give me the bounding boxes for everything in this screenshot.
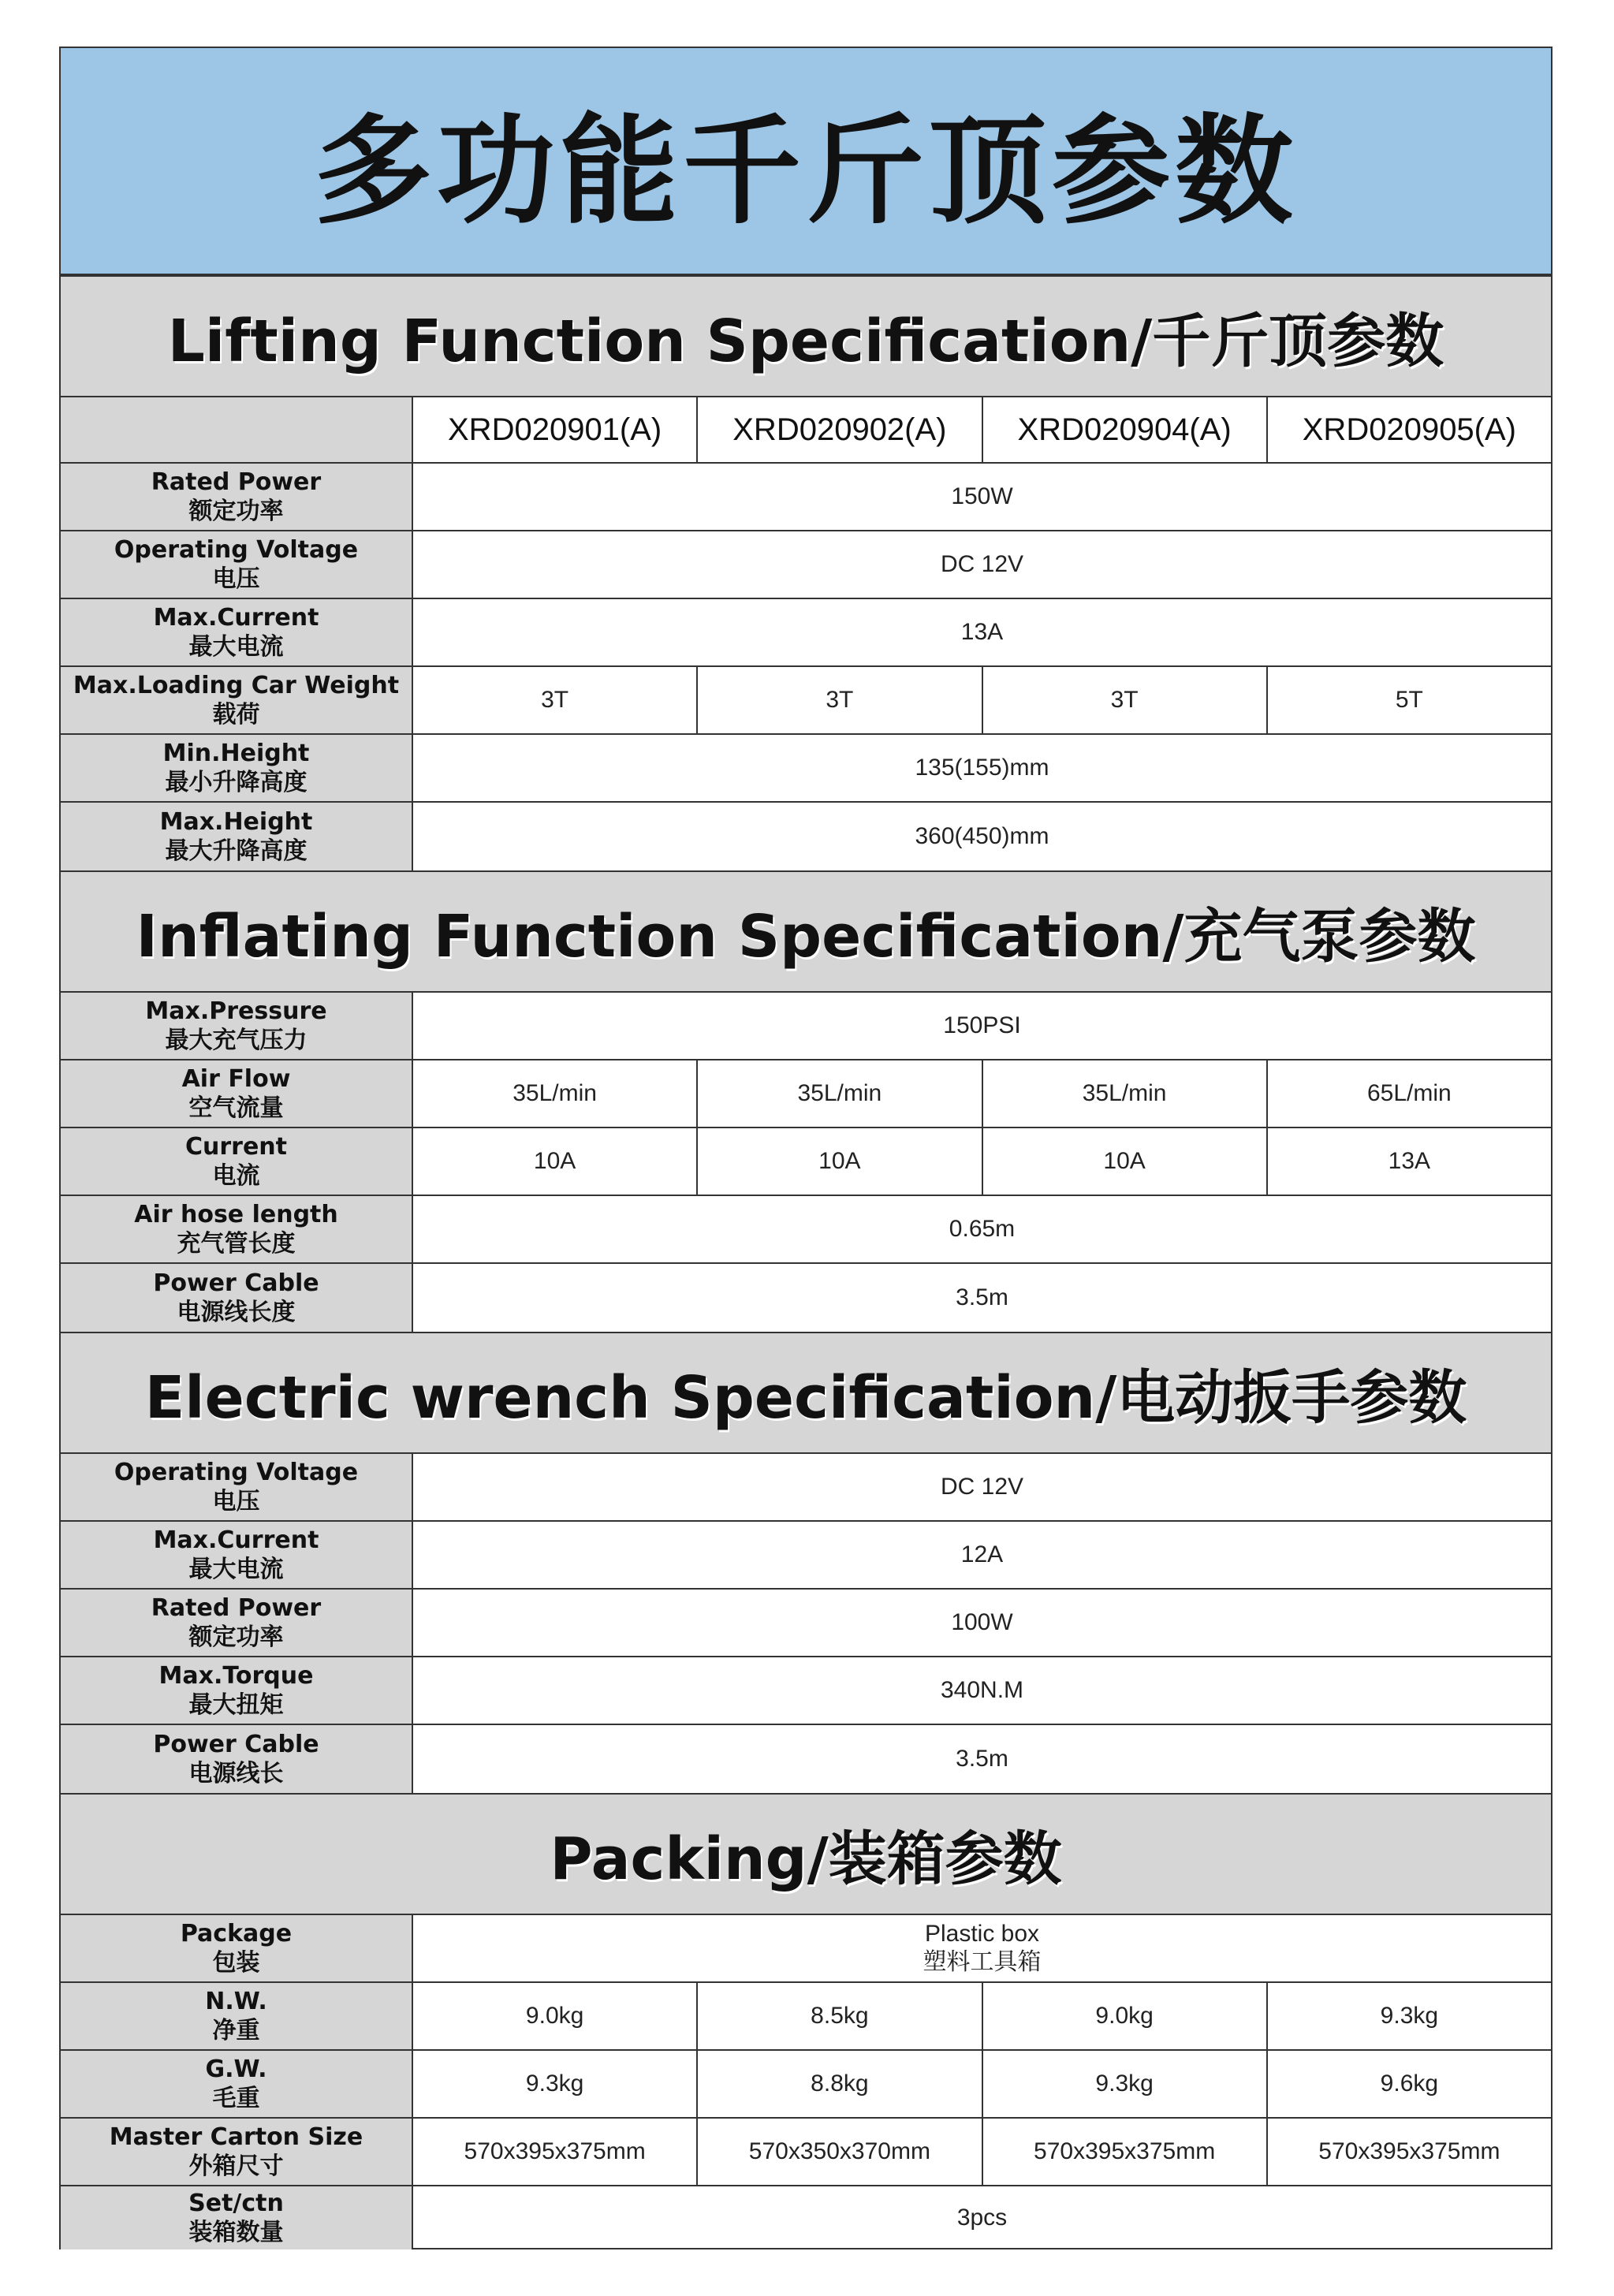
row-value-cell: 10A: [698, 1128, 982, 1195]
row-value-cell: 35L/min: [983, 1060, 1268, 1127]
row-label-en: Air hose length: [134, 1201, 338, 1228]
row-value-cell: 3T: [983, 667, 1268, 733]
row-label-en: Max.Current: [153, 604, 319, 632]
spec-row: [61, 1264, 1551, 1332]
row-value-cell: 5T: [1395, 687, 1423, 713]
lifting-section-header: [61, 275, 1551, 397]
row-value: 100W: [951, 1609, 1013, 1635]
row-label: [61, 1060, 413, 1127]
row-label-cn: 最大扭矩: [188, 1691, 284, 1719]
row-label-en: Rated Power: [151, 468, 322, 496]
row-value-cell: 9.3kg: [413, 2051, 698, 2117]
row-value-cell: 13A: [1388, 1148, 1431, 1174]
model-header-row: [61, 397, 1551, 464]
row-label-cn: 充气管长度: [177, 1230, 296, 1258]
spec-row: [61, 1915, 1551, 1983]
row-label-en: Max.Torque: [158, 1662, 314, 1690]
row-label-en: Master Carton Size: [109, 2123, 363, 2151]
row-label-en: Operating Voltage: [114, 536, 359, 564]
row-value: 135(155)mm: [915, 755, 1049, 781]
row-value-cell: 9.0kg: [413, 1983, 698, 2049]
model-header-cell: XRD020902(A): [698, 397, 982, 462]
spec-row: [61, 667, 1551, 735]
inflating-section-header: [61, 870, 1551, 993]
row-value: 3.5m: [956, 1746, 1008, 1772]
spec-row: [61, 2051, 1551, 2119]
inflating-heading: Inflating Function Specification/充气泵参数: [136, 902, 1476, 971]
row-label: [61, 1725, 413, 1793]
row-label: [61, 2186, 413, 2249]
row-label-en: Operating Voltage: [114, 1459, 359, 1486]
row-label: [61, 1983, 413, 2049]
row-label-cn: 电流: [212, 1162, 260, 1190]
row-label-en: Max.Current: [153, 1526, 319, 1554]
spec-sheet: [59, 47, 1552, 2249]
row-value-cell: 35L/min: [413, 1060, 698, 1127]
row-value-cell: 10A: [413, 1128, 698, 1195]
row-label: [61, 2051, 413, 2117]
row-label: [61, 464, 413, 530]
row-label-en: Air Flow: [181, 1065, 291, 1093]
row-value-cell: 8.8kg: [698, 2051, 982, 2117]
header-corner-cell: [61, 397, 413, 462]
row-label: [61, 1128, 413, 1195]
spec-row: [61, 1522, 1551, 1590]
spec-row: [61, 531, 1551, 599]
spec-row: [61, 735, 1551, 803]
row-label-en: Rated Power: [151, 1594, 322, 1622]
row-label-cn: 载荷: [212, 701, 260, 729]
row-value-cell: 3T: [413, 667, 698, 733]
row-label-cn: 最小升降高度: [165, 769, 308, 796]
row-value: 150W: [951, 483, 1013, 509]
spec-row: [61, 1725, 1551, 1793]
row-value-cell: 9.3kg: [1380, 2003, 1439, 2029]
row-label: [61, 1454, 413, 1520]
spec-row: [61, 803, 1551, 870]
row-value-cell: 3T: [698, 667, 982, 733]
row-label-en: Power Cable: [153, 1269, 319, 1297]
row-label: [61, 667, 413, 733]
row-label-en: Max.Loading Car Weight: [73, 672, 400, 699]
row-label-cn: 电压: [212, 565, 260, 593]
title-banner: [61, 48, 1551, 275]
row-label-cn: 空气流量: [188, 1094, 284, 1122]
row-label-en: Max.Pressure: [145, 997, 327, 1025]
row-label-en: Power Cable: [153, 1731, 319, 1758]
row-label-cn: 电压: [212, 1488, 260, 1515]
row-value: 340N.M: [940, 1677, 1024, 1703]
packing-section-header: [61, 1793, 1551, 1915]
spec-row: [61, 599, 1551, 667]
row-label-cn: 净重: [212, 2017, 260, 2044]
spec-row: [61, 1454, 1551, 1522]
lifting-heading: Lifting Function Specification/千斤顶参数: [167, 307, 1444, 375]
row-value: DC 12V: [940, 551, 1024, 577]
row-value-cell: 65L/min: [1367, 1080, 1452, 1106]
row-value: [413, 1915, 1551, 1981]
row-value-cell: 570x395x375mm: [413, 2119, 698, 2185]
row-value: 3.5m: [956, 1284, 1008, 1310]
row-label-cn: 最大电流: [188, 1556, 284, 1583]
row-value-cell: 9.0kg: [983, 1983, 1268, 2049]
row-label-en: G.W.: [205, 2056, 267, 2083]
row-label-cn: 最大升降高度: [165, 837, 308, 865]
row-label: [61, 1915, 413, 1981]
row-value: 150PSI: [943, 1012, 1021, 1038]
model-header-cell: XRD020904(A): [983, 397, 1268, 462]
row-label: [61, 531, 413, 598]
row-label-en: N.W.: [205, 1988, 267, 2015]
spec-row: [61, 1196, 1551, 1264]
packing-heading: Packing/装箱参数: [550, 1824, 1062, 1893]
row-value-line: 塑料工具箱: [923, 1949, 1042, 1975]
row-label: [61, 1522, 413, 1588]
row-label-cn: 额定功率: [188, 498, 284, 525]
spec-row: [61, 464, 1551, 531]
row-label-en: Package: [180, 1920, 293, 1948]
row-label-en: Min.Height: [162, 740, 310, 767]
row-label-cn: 外箱尺寸: [188, 2152, 284, 2180]
spec-row: [61, 1657, 1551, 1725]
page-title: 多功能千斤顶参数: [313, 103, 1298, 240]
spec-row: [61, 1128, 1551, 1196]
row-label-en: Set/ctn: [188, 2190, 284, 2217]
row-value-cell: 9.6kg: [1380, 2070, 1439, 2097]
row-value-cell: 570x350x370mm: [698, 2119, 982, 2185]
row-label: [61, 1590, 413, 1656]
row-label-cn: 毛重: [212, 2085, 260, 2112]
wrench-section-header: [61, 1332, 1551, 1454]
row-label: [61, 599, 413, 665]
row-value-cell: 570x395x375mm: [983, 2119, 1268, 2185]
model-header-cell: XRD020901(A): [413, 397, 698, 462]
spec-row: [61, 1590, 1551, 1657]
row-label-cn: 最大充气压力: [165, 1027, 308, 1054]
row-label-cn: 包装: [212, 1949, 260, 1977]
row-value: 12A: [960, 1541, 1004, 1567]
row-value: 0.65m: [949, 1216, 1016, 1242]
row-value: 360(450)mm: [915, 823, 1049, 849]
spec-row: [61, 993, 1551, 1060]
row-label: [61, 2119, 413, 2185]
row-value-line: Plastic box: [924, 1921, 1040, 1947]
row-label-cn: 额定功率: [188, 1623, 284, 1651]
row-label: [61, 1657, 413, 1724]
spec-row: [61, 2186, 1551, 2249]
row-label: [61, 1196, 413, 1262]
row-label-en: Max.Height: [159, 808, 313, 836]
row-label-cn: 电源线长: [188, 1760, 284, 1787]
row-label: [61, 993, 413, 1059]
row-value: 3pcs: [956, 2205, 1008, 2231]
row-label-cn: 装箱数量: [188, 2219, 284, 2246]
row-value-cell: 8.5kg: [698, 1983, 982, 2049]
row-label-en: Current: [185, 1133, 287, 1161]
spec-row: [61, 1983, 1551, 2051]
spec-row: [61, 1060, 1551, 1128]
row-value: 13A: [960, 619, 1004, 645]
row-value: DC 12V: [940, 1474, 1024, 1500]
row-value-cell: 35L/min: [698, 1060, 982, 1127]
row-label-cn: 电源线长度: [177, 1299, 296, 1326]
row-value-cell: 570x395x375mm: [1318, 2138, 1500, 2164]
model-header-cell: XRD020905(A): [1302, 412, 1516, 447]
row-value-cell: 9.3kg: [983, 2051, 1268, 2117]
row-label: [61, 803, 413, 870]
row-label: [61, 735, 413, 801]
row-label-cn: 最大电流: [188, 633, 284, 661]
row-label: [61, 1264, 413, 1332]
wrench-heading: Electric wrench Specification/电动扳手参数: [144, 1363, 1467, 1432]
spec-row: [61, 2119, 1551, 2186]
row-value-cell: 10A: [983, 1128, 1268, 1195]
